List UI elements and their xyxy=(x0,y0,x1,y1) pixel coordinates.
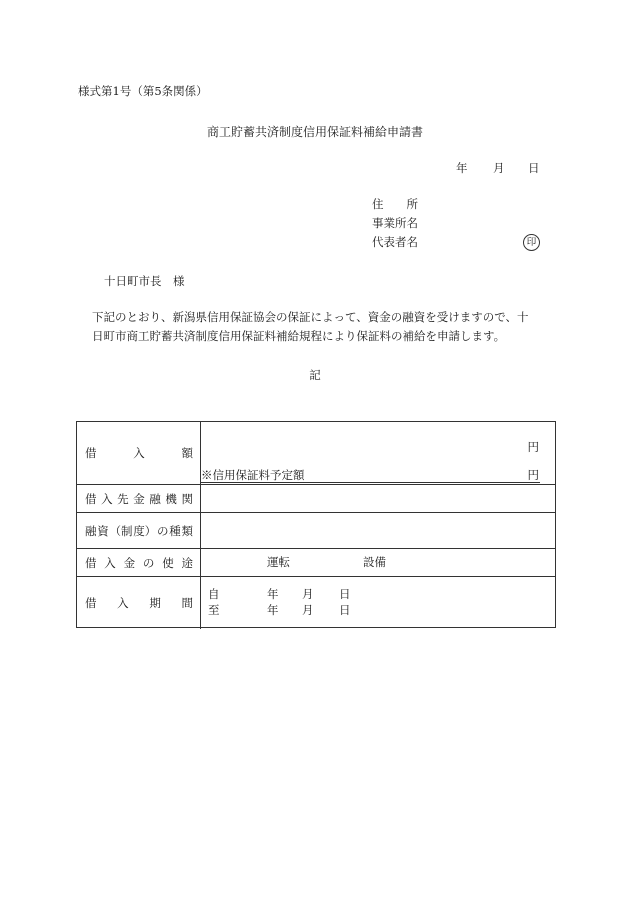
label-char: 入 xyxy=(101,492,113,506)
date-year-label: 年 xyxy=(456,161,468,175)
office-name-label: 事業所名 xyxy=(372,216,418,230)
representative-label: 代表者名 xyxy=(372,235,418,249)
date-day-label: 日 xyxy=(528,161,540,175)
financing-type-field[interactable] xyxy=(201,513,555,549)
period-to-label: 至 xyxy=(208,603,220,617)
purpose-label xyxy=(85,555,193,571)
label-char: 機 xyxy=(165,492,177,506)
label-char: 種 xyxy=(169,524,181,538)
label-char: 先 xyxy=(117,492,129,506)
period-label xyxy=(85,595,193,611)
premium-yen: 円 xyxy=(527,468,539,482)
period-from-year: 年 xyxy=(267,587,279,601)
financing-type-label xyxy=(85,523,193,539)
lender-row xyxy=(77,484,555,513)
loan-amount-field[interactable] xyxy=(201,422,555,484)
document-title: 商工貯蓄共済制度信用保証料補給申請書 xyxy=(206,125,423,139)
address-label: 住 所 xyxy=(372,197,418,211)
body-text-line1: 下記のとおり、新潟県信用保証協会の保証によって、資金の融資を受けますので、十 xyxy=(92,310,529,324)
lender-label xyxy=(85,491,193,507)
period-from-label: 自 xyxy=(208,587,220,601)
purpose-option-working[interactable]: 運転 xyxy=(267,555,290,569)
premium-label: ※信用保証料予定額 xyxy=(201,468,305,482)
form-number: 様式第1号（第5条関係） xyxy=(78,84,208,98)
period-from-day: 日 xyxy=(339,587,351,601)
label-char: 金 xyxy=(123,556,136,570)
financing-type-label-cell xyxy=(77,513,201,549)
label-char: 入 xyxy=(133,446,145,460)
label-char: 類 xyxy=(181,524,193,538)
label-char: 度） xyxy=(133,524,157,538)
label-char: 途 xyxy=(181,556,193,570)
label-char: 額 xyxy=(181,446,193,460)
loan-amount-label xyxy=(85,445,193,461)
premium-underline xyxy=(201,482,540,483)
addressee: 十日町市長 様 xyxy=(104,274,185,288)
purpose-field[interactable] xyxy=(201,549,555,577)
application-table xyxy=(76,421,556,628)
period-label-cell xyxy=(77,577,201,629)
label-char: 借 xyxy=(85,596,97,610)
label-char: の xyxy=(157,524,169,538)
label-char: 入 xyxy=(104,556,116,570)
label-char: 金 xyxy=(133,492,145,506)
period-from-month: 月 xyxy=(302,587,314,601)
seal-mark: 印 xyxy=(523,234,540,251)
period-to-day: 日 xyxy=(339,603,351,617)
label-char: 借 xyxy=(85,492,97,506)
period-field[interactable] xyxy=(201,577,555,629)
loan-amount-label-cell xyxy=(77,422,201,484)
date-month-label: 月 xyxy=(493,161,505,175)
label-char: 借 xyxy=(85,556,97,570)
purpose-row xyxy=(77,548,555,577)
loan-amount-yen: 円 xyxy=(527,440,539,454)
body-text-line2: 日町市商工貯蓄共済制度信用保証料補給規程により保証料の補給を申請します。 xyxy=(92,329,506,343)
label-char: の xyxy=(142,556,155,570)
label-char: 期 xyxy=(149,596,161,610)
label-char: 借 xyxy=(85,446,97,460)
label-char: 融 xyxy=(85,524,97,538)
label-char: 使 xyxy=(162,556,174,570)
label-char: 間 xyxy=(181,596,193,610)
label-char: 融 xyxy=(149,492,161,506)
label-char: 入 xyxy=(117,596,129,610)
label-char: 資 xyxy=(97,524,109,538)
purpose-option-equipment[interactable]: 設備 xyxy=(363,555,386,569)
label-char: 関 xyxy=(181,492,193,506)
purpose-label-cell xyxy=(77,549,201,577)
period-row xyxy=(77,576,555,629)
period-to-year: 年 xyxy=(267,603,279,617)
lender-field[interactable] xyxy=(201,485,555,513)
label-char: （制 xyxy=(109,524,133,538)
ki-heading: 記 xyxy=(309,368,321,382)
loan-amount-row xyxy=(77,422,555,484)
lender-label-cell xyxy=(77,485,201,513)
period-to-month: 月 xyxy=(302,603,314,617)
financing-type-row xyxy=(77,512,555,549)
